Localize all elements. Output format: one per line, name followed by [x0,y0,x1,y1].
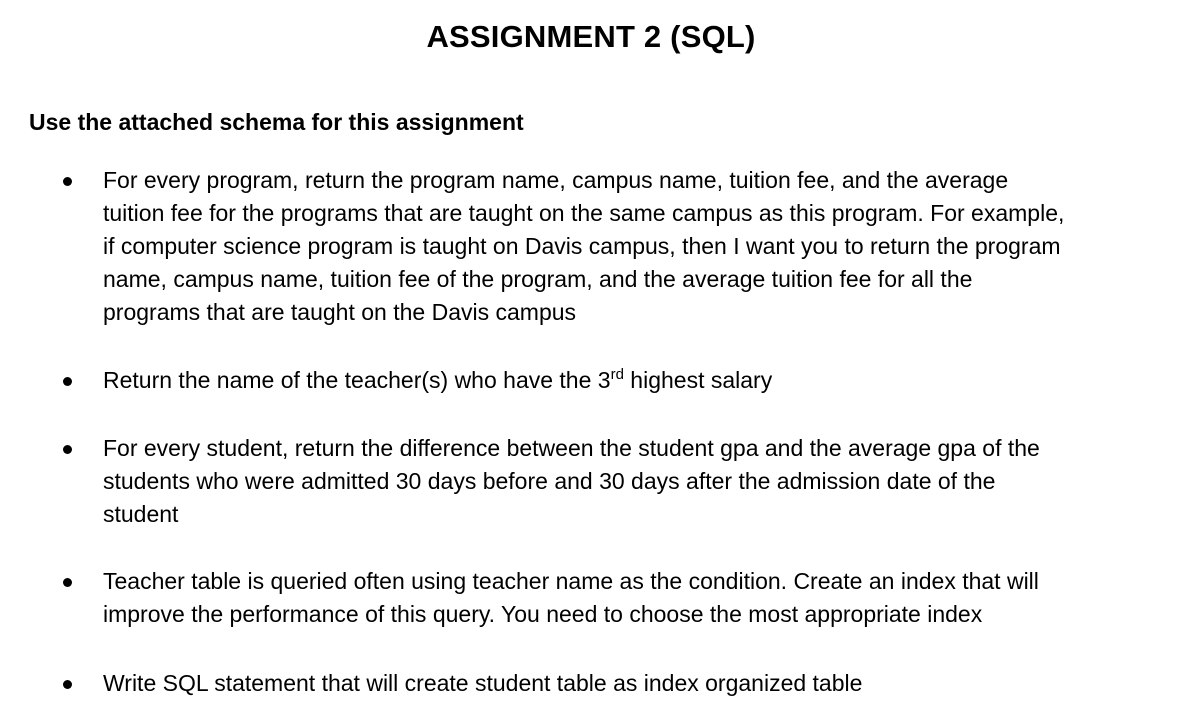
bullet-item-text [103,432,1178,531]
text-line: Write SQL statement that will create student table as index organized table [103,670,863,696]
text-line: if computer science program is taught on Davis campus, then I want you to return the program [103,233,1061,259]
text-line: student [103,501,179,527]
document-title: ASSIGNMENT 2 (SQL) [426,19,756,54]
bullet-item-text [103,364,1178,397]
text-line: improve the performance of this query. You need to choose the most appropriate index [103,601,983,627]
bullet-item-text [103,164,1178,329]
text-line: For every program, return the program name, campus name, tuition fee, and the average [103,167,1009,193]
bullet-icon [63,177,72,186]
bullet-icon [63,680,72,689]
text-line: students who were admitted 30 days before and 30 days after the admission date of the [103,468,996,494]
text-line: For every student, return the difference between the student gpa and the average gpa of the [103,435,1040,461]
text-line [103,364,1178,397]
bullet-icon [63,578,72,587]
text-line: Teacher table is queried often using teacher name as the condition. Create an index that will [103,568,1039,594]
text-line: name, campus name, tuition fee of the program, and the average tuition fee for all the [103,266,973,292]
text-before-superscript: Return the name of the teacher(s) who have the 3 [103,367,611,393]
bullet-item-text [103,667,1178,700]
bullet-item-text [103,565,1178,631]
document-subtitle: Use the attached schema for this assignment [29,109,524,135]
bullet-icon [63,377,72,386]
ordinal-superscript: rd [610,366,624,383]
bullet-icon [63,445,72,454]
text-line: tuition fee for the programs that are taught on the same campus as this program. For example, [103,200,1065,226]
text-after-superscript: highest salary [623,367,773,393]
text-line: programs that are taught on the Davis campus [103,299,577,325]
